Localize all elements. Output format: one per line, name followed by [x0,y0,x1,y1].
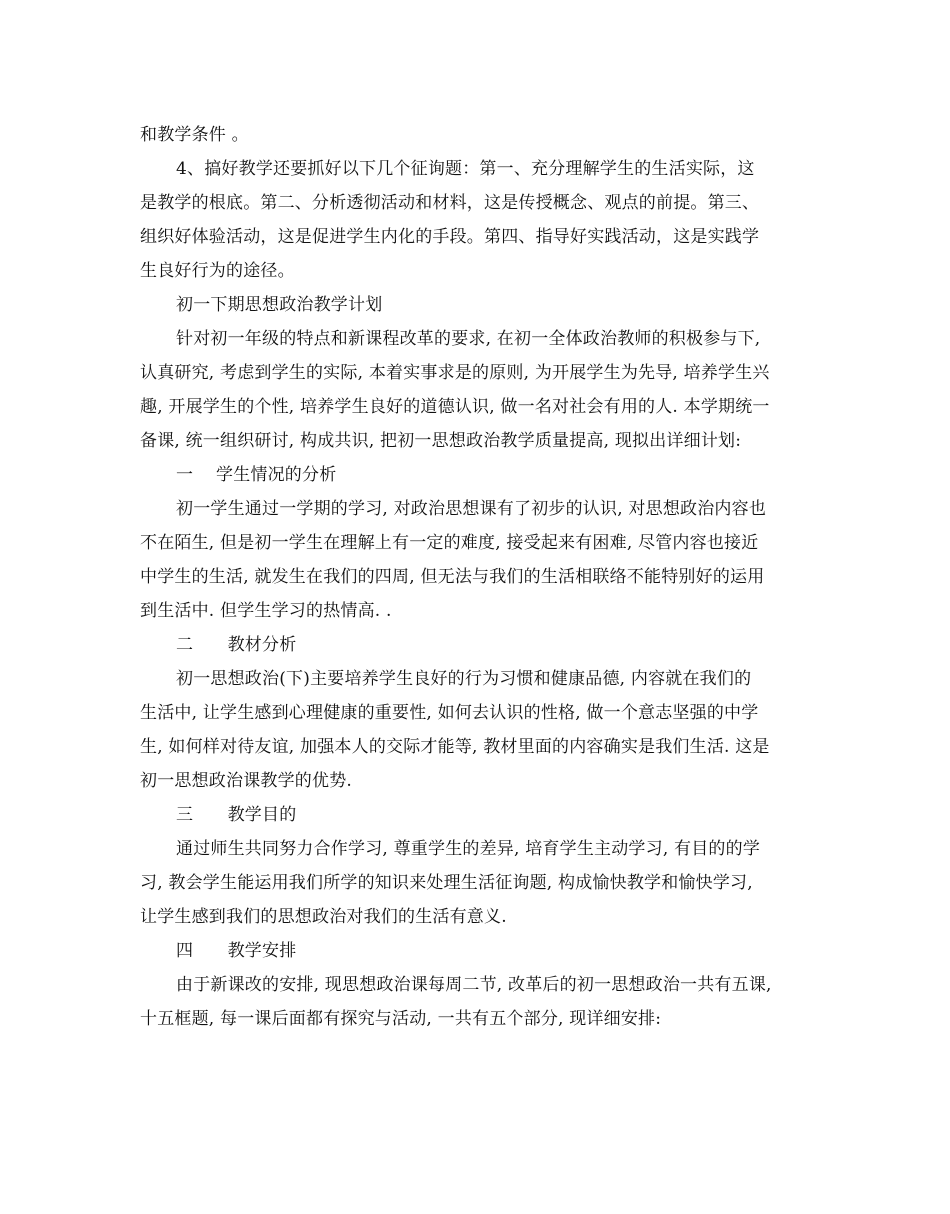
text-line: 到生活中. 但学生学习的热情高. . [140,601,392,621]
text-line: 组织好体验活动，这是促进学生内化的手段。第四、指导好实践活动，这是实践学 [140,227,760,247]
text-line: 十五框题, 每一课后面都有探究与活动, 一共有五个部分, 现详细安排: [140,1009,662,1029]
text-line: 由于新课改的安排, 现思想政治课每周二节, 改革后的初一思想政治一共有五课, [176,975,772,995]
section-heading: 一 学生情况的分析 [176,465,337,485]
text-line: 是教学的根底。第二、分析透彻活动和材料，这是传授概念、观点的前提。第三、 [140,193,760,213]
text-line: 初一思想政治(下)主要培养学生良好的行为习惯和健康品德, 内容就在我们的 [176,669,752,689]
section-heading: 三 教学目的 [176,805,297,825]
text-line: 初一思想政治课教学的优势. [140,771,353,791]
section-heading: 四 教学安排 [176,941,297,961]
text-line: 生良好行为的途径。 [140,261,295,281]
text-line: 让学生感到我们的思想政治对我们的生活有意义. [140,907,507,927]
text-line: 和教学条件 。 [140,125,249,145]
text-line: 习, 教会学生能运用我们所学的知识来处理生活征询题, 构成愉快教学和愉快学习, [140,873,753,893]
text-line: 不在陌生, 但是初一学生在理解上有一定的难度, 接受起来有困难, 尽管内容也接近 [140,533,759,553]
text-line: 针对初一年级的特点和新课程改革的要求, 在初一全体政治教师的积极参与下, [176,329,761,349]
text-line: 中学生的生活, 就发生在我们的四周, 但无法与我们的生活相联络不能特别好的运用 [140,567,765,587]
section-title: 初一下期思想政治教学计划 [176,295,383,315]
text-line: 4、搞好教学还要抓好以下几个征询题：第一、充分理解学生的生活实际，这 [176,159,755,179]
text-line: 生, 如何样对待友谊, 加强本人的交际才能等, 教材里面的内容确实是我们生活. 这是 [140,737,770,757]
text-line: 趣, 开展学生的个性, 培养学生良好的道德认识, 做一名对社会有用的人. 本学期统一 [140,397,770,417]
text-line: 备课, 统一组织研讨, 构成共识, 把初一思想政治教学质量提高, 现拟出详细计划: [140,431,742,451]
document-body [140,118,812,1036]
text-line: 生活中, 让学生感到心理健康的重要性, 如何去认识的性格, 做一个意志坚强的中学 [140,703,759,723]
text-line: 通过师生共同努力合作学习, 尊重学生的差异, 培育学生主动学习, 有目的的学 [176,839,761,859]
section-heading: 二 教材分析 [176,635,297,655]
text-line: 认真研究, 考虑到学生的实际, 本着实事求是的原则, 为开展学生为先导, 培养学生兴 [140,363,770,383]
text-line: 初一学生通过一学期的学习, 对政治思想课有了初步的认识, 对思想政治内容也 [176,499,767,519]
